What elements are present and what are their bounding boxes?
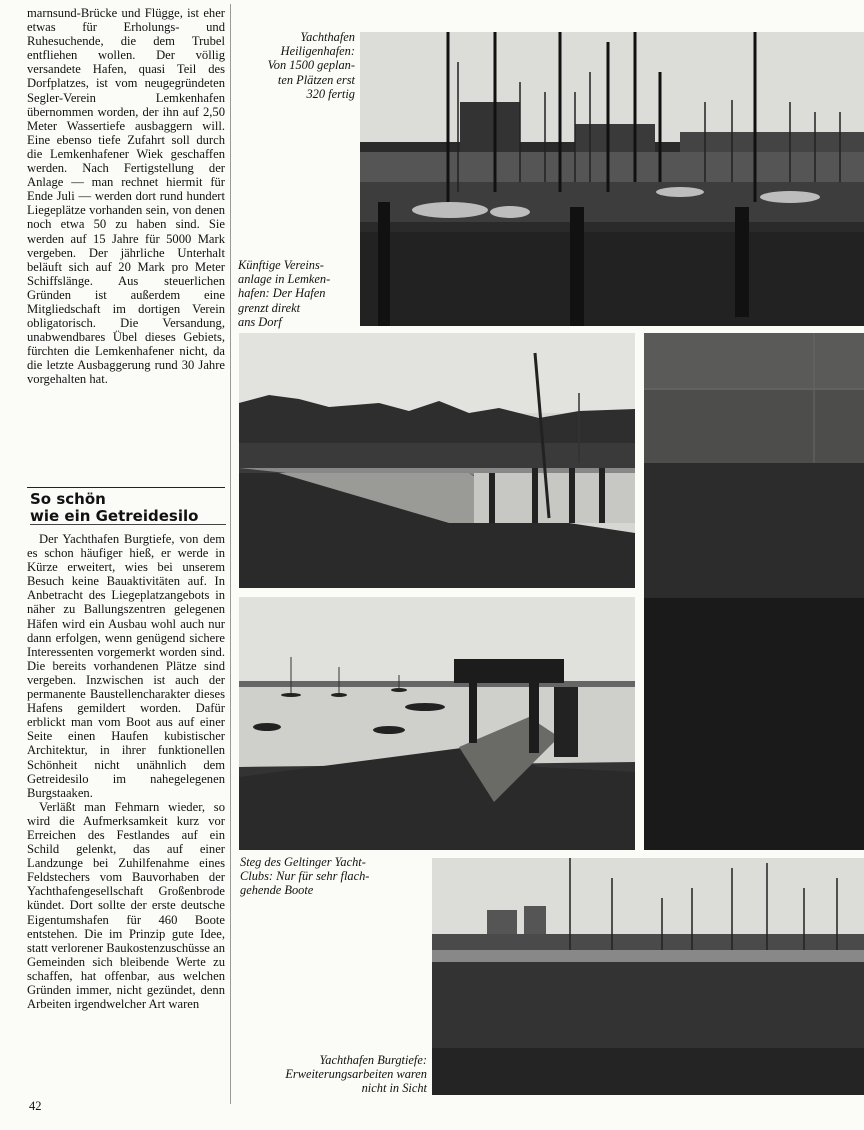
photo-heiligenhafen (360, 32, 864, 326)
caption-lemkenhafen: Künftige Vereins- anlage in Lemken- hafen: Der Hafen grenzt direkt ans Dorf (238, 258, 331, 329)
photo-dark-panel (644, 333, 864, 850)
caption-heiligenhafen: Yachthafen Heiligenhafen: Von 1500 geplan- ten Plätzen erst 320 fertig (267, 30, 355, 101)
paragraph: Verläßt man Fehmarn wieder, so wird die Aufmerksamkeit kurz vor Erreichen des Festlandes auf ein Schild gelenkt, das auf einer Landzunge bei Zuhilfenahme eines Feldstechers vom Bauvorhaben der Yachthafengesellschaft Großenbrode kündet. Dort sollte der erste deutsche Eigentumshafen für 460 Boote entstehen. Die im Prinzip gute Idee, statt verlorener Baukostenzuschüsse an Gemeinden sich bleibende Werte zu schaffen, hat offenbar, aus welchen Gründen immer, nicht gezündet, denn Arbeiten irgendwelcher Art waren (27, 799, 225, 1012)
photo-burgtiefe (432, 858, 864, 1095)
photo-geltinger (239, 597, 635, 850)
section-heading (30, 491, 226, 524)
heading-underline (30, 524, 226, 525)
paragraph: marnsund-Brücke und Flügge, ist eher etwas für Erholungs- und Ruhesuchende, die dem Trubel entfliehen wollen. Der völlig versandete Hafen, quasi Teil des Dorfplatzes, ist vom neugegründeten Segler-Verein Lemkenhafen übernommen worden, der ihn auf 2,50 Meter Wassertiefe ausbaggern will. Eine ebenso tiefe Zufahrt soll durch die Lemkenhafener Wiek geschaffen werden. Nach Fertigstellung der Anlage — man rechnet hiermit für Ende Juli — werden dort rund hundert Liegeplätze vorhanden sein, von denen noch etwa 50 zu haben sind. Sie werden auf 15 Jahre für 5000 Mark vergeben. Der jährliche Unterhalt beläuft sich auf 20 Mark pro Meter Schiffslänge. Aus steuerlichen Gründen ist außerdem eine Mitgliedschaft im dortigen Verein obligatorisch. Die Versandung, unabwendbares Übel dieses Gebiets, fürchten die Lemkenhafener nicht, da die letzte Ausbaggerung rund 30 Jahre vorgehalten hat. (27, 6, 225, 387)
heading-line: So schön (30, 490, 106, 508)
caption-geltinger: Steg des Geltinger Yacht- Clubs: Nur für sehr flach- gehende Boote (240, 855, 370, 898)
column-rule (230, 4, 231, 1104)
caption-burgtiefe: Yachthafen Burgtiefe: Erweiterungsarbeiten waren nicht in Sicht (285, 1053, 427, 1096)
heading-line: wie ein Getreidesilo (30, 506, 199, 525)
article-text-bottom (27, 532, 225, 1011)
article-text-top (27, 6, 225, 387)
marina-photo-image (360, 32, 864, 326)
paragraph: Der Yachthafen Burgtiefe, von dem es schon häufiger hieß, er werde in Kürze erweitert, wies bei unserem Besuch keine Bauaktivitäten auf. In Anbetracht des Liegeplatzangebots in näher zu Ballungszentren gelegenen Häfen wird ein Ausbau wohl auch nur dann erfolgen, wenn genügend sichere Interessenten vorgemerkt worden sind. Die bereits vorhandenen Plätze sind vergeben. Inzwischen ist auch der permanente Baustellencharakter dieses Hafens gemildert worden. Dafür erblickt man vom Boot aus auf einer Seite einen Haufen kubistischer Architektur, in ihrer funktionellen Schönheit nicht unähnlich dem Getreidesilo im nahegelegenen Burgstaaken. (27, 532, 225, 800)
photo-lemkenhafen (239, 333, 635, 588)
page-number: 42 (29, 1099, 42, 1113)
section-divider (27, 487, 225, 488)
